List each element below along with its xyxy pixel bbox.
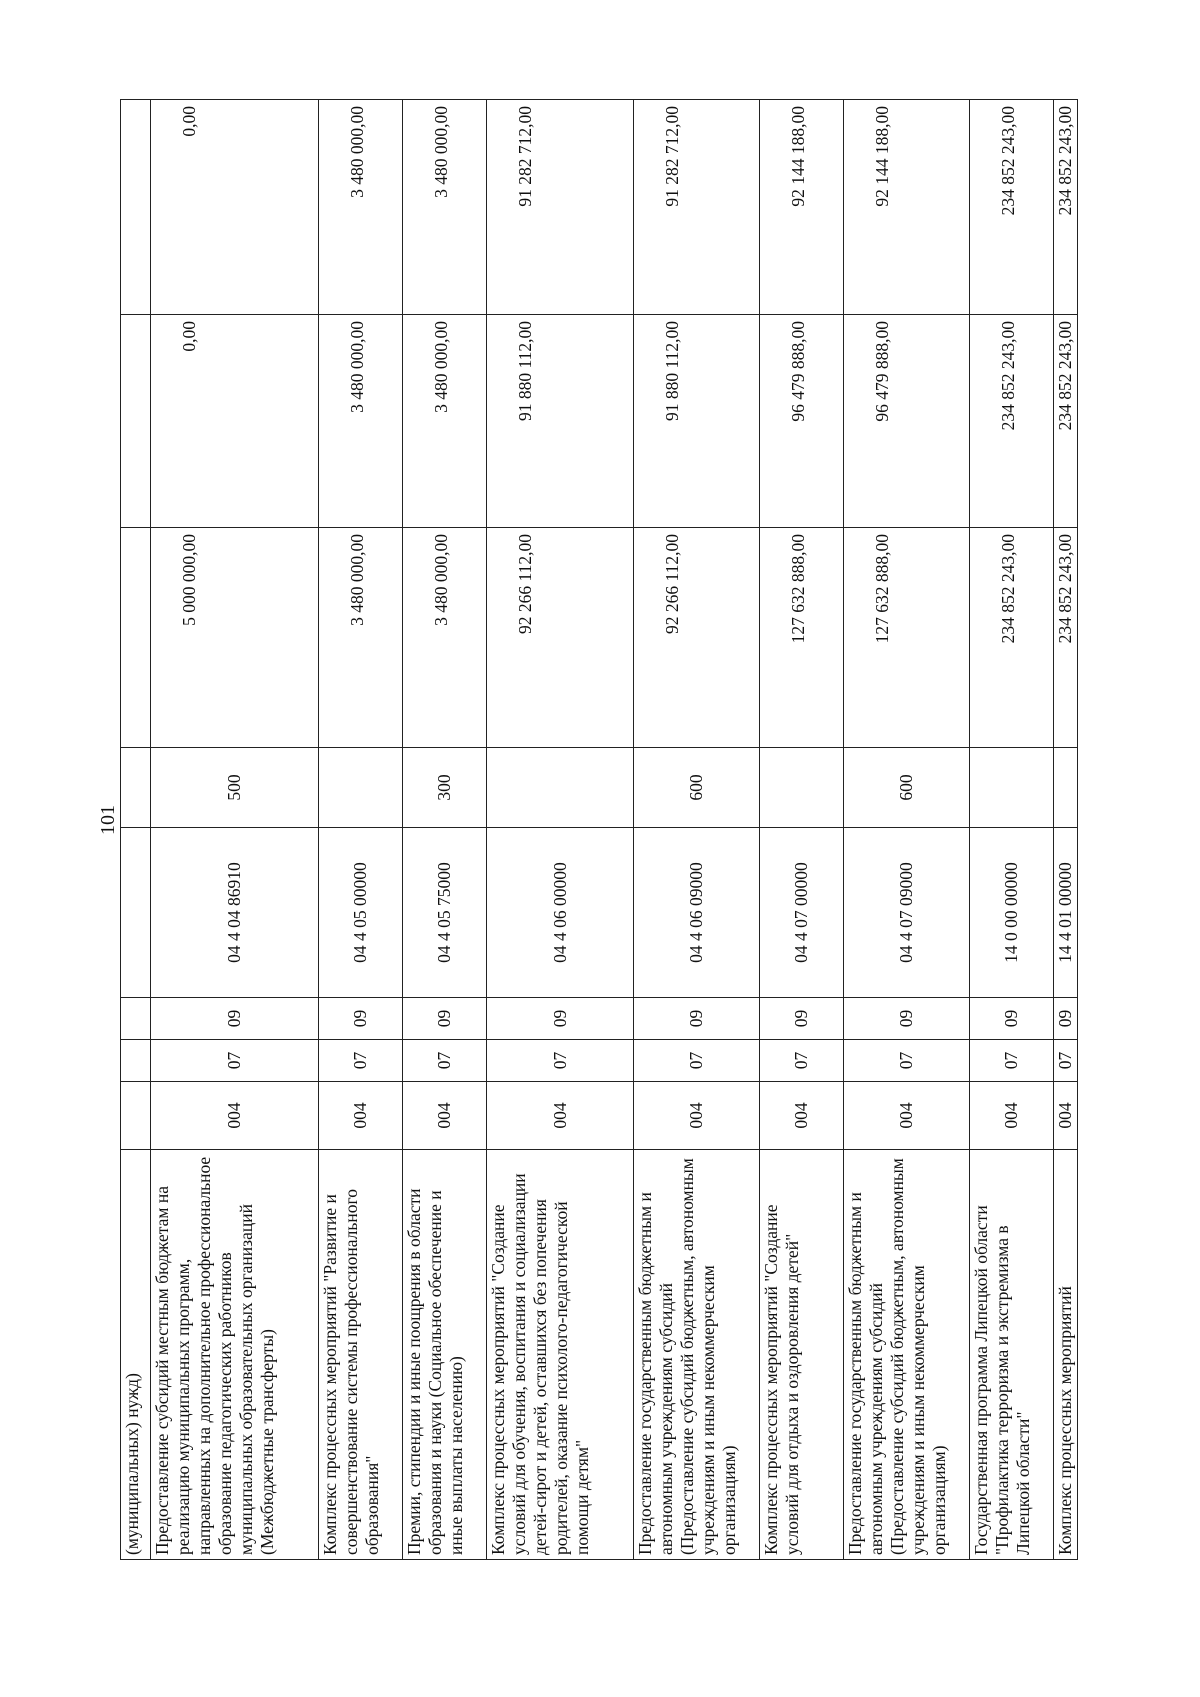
subsection-code-cell: 09 (1054, 998, 1078, 1040)
ved-code-cell: 004 (403, 1082, 487, 1150)
target-article-cell: 14 4 01 00000 (1054, 828, 1078, 998)
amount-year2-cell (121, 315, 151, 528)
ved-code-cell: 004 (151, 1082, 319, 1150)
amount-year3-cell: 92 144 188,00 (760, 100, 844, 315)
ved-code-cell: 004 (760, 1082, 844, 1150)
target-article-cell: 04 4 06 09000 (634, 828, 760, 998)
target-article-cell: 04 4 07 09000 (844, 828, 970, 998)
amount-year2-cell: 96 479 888,00 (844, 315, 970, 528)
subsection-code-cell: 09 (760, 998, 844, 1040)
row-name-cell: (муниципальных) нужд) (121, 1150, 151, 1560)
ved-code-cell: 004 (1054, 1082, 1078, 1150)
table-body (121, 100, 1078, 1560)
expense-type-cell: 600 (844, 748, 970, 828)
expense-type-cell: 500 (151, 748, 319, 828)
subsection-code-cell: 09 (403, 998, 487, 1040)
target-article-cell: 04 4 05 00000 (319, 828, 403, 998)
table-row (121, 100, 151, 1560)
ved-code-cell: 004 (844, 1082, 970, 1150)
amount-year1-cell: 127 632 888,00 (844, 528, 970, 748)
amount-year1-cell: 234 852 243,00 (970, 528, 1054, 748)
expense-type-cell (970, 748, 1054, 828)
subsection-code-cell (121, 998, 151, 1040)
ved-code-cell: 004 (970, 1082, 1054, 1150)
page-number: 101 (96, 805, 119, 835)
amount-year1-cell: 3 480 000,00 (403, 528, 487, 748)
table-rotator (120, 100, 1120, 1560)
ved-code-cell: 004 (487, 1082, 634, 1150)
amount-year2-cell: 3 480 000,00 (403, 315, 487, 528)
section-code-cell: 07 (844, 1040, 970, 1082)
table-row (403, 100, 487, 1560)
row-name-cell: Предоставление субсидий местным бюджетам на реализацию муниципальных программ, направленных на дополнительное профессиональное образование педагогических работников муниципальных образовательных организаций (Межбюджетные трансферты) (151, 1150, 319, 1560)
table-row (760, 100, 844, 1560)
row-name-cell: Предоставление государственным бюджетным и автономным учреждениям субсидий (Предоставление субсидий бюджетным, автономным учреждениям и иным некоммерческим организациям) (844, 1150, 970, 1560)
amount-year1-cell: 5 000 000,00 (151, 528, 319, 748)
subsection-code-cell: 09 (319, 998, 403, 1040)
expense-type-cell (760, 748, 844, 828)
target-article-cell: 04 4 04 86910 (151, 828, 319, 998)
section-code-cell: 07 (970, 1040, 1054, 1082)
table-row (634, 100, 760, 1560)
table-row (151, 100, 319, 1560)
table-row (487, 100, 634, 1560)
target-article-cell: 04 4 05 75000 (403, 828, 487, 998)
row-name-cell: Предоставление государственным бюджетным и автономным учреждениям субсидий (Предоставление субсидий бюджетным, автономным учреждениям и иным некоммерческим организациям) (634, 1150, 760, 1560)
amount-year3-cell: 91 282 712,00 (487, 100, 634, 315)
row-name-cell: Государственная программа Липецкой области "Профилактика терроризма и экстремизма в Липецкой области" (970, 1150, 1054, 1560)
section-code-cell: 07 (151, 1040, 319, 1082)
row-name-cell: Комплекс процессных мероприятий "Создание условий для обучения, воспитания и социализации детей-сирот и детей, оставшихся без попечения родителей, оказание психолого-педагогической помощи детям" (487, 1150, 634, 1560)
subsection-code-cell: 09 (970, 998, 1054, 1040)
amount-year1-cell: 3 480 000,00 (319, 528, 403, 748)
expense-type-cell (319, 748, 403, 828)
section-code-cell: 07 (1054, 1040, 1078, 1082)
section-code-cell: 07 (403, 1040, 487, 1082)
amount-year2-cell: 91 880 112,00 (634, 315, 760, 528)
table-row (844, 100, 970, 1560)
amount-year2-cell: 96 479 888,00 (760, 315, 844, 528)
expense-type-cell: 300 (403, 748, 487, 828)
expense-type-cell (1054, 748, 1078, 828)
section-code-cell: 07 (487, 1040, 634, 1082)
amount-year3-cell: 3 480 000,00 (403, 100, 487, 315)
amount-year2-cell: 234 852 243,00 (1054, 315, 1078, 528)
amount-year3-cell: 0,00 (151, 100, 319, 315)
amount-year1-cell (121, 528, 151, 748)
amount-year3-cell: 234 852 243,00 (1054, 100, 1078, 315)
amount-year3-cell: 91 282 712,00 (634, 100, 760, 315)
amount-year3-cell: 234 852 243,00 (970, 100, 1054, 315)
ved-code-cell (121, 1082, 151, 1150)
amount-year3-cell (121, 100, 151, 315)
amount-year1-cell: 127 632 888,00 (760, 528, 844, 748)
target-article-cell: 14 0 00 00000 (970, 828, 1054, 998)
amount-year1-cell: 234 852 243,00 (1054, 528, 1078, 748)
section-code-cell: 07 (319, 1040, 403, 1082)
table-row (1054, 100, 1078, 1560)
table-row (319, 100, 403, 1560)
section-code-cell: 07 (760, 1040, 844, 1082)
row-name-cell: Комплекс процессных мероприятий "Создание условий для отдыха и оздоровления детей" (760, 1150, 844, 1560)
amount-year2-cell: 3 480 000,00 (319, 315, 403, 528)
row-name-cell: Комплекс процессных мероприятий "Развитие и совершенствование системы профессионального образования" (319, 1150, 403, 1560)
target-article-cell: 04 4 07 00000 (760, 828, 844, 998)
amount-year3-cell: 3 480 000,00 (319, 100, 403, 315)
amount-year2-cell: 91 880 112,00 (487, 315, 634, 528)
amount-year2-cell: 234 852 243,00 (970, 315, 1054, 528)
subsection-code-cell: 09 (634, 998, 760, 1040)
subsection-code-cell: 09 (487, 998, 634, 1040)
target-article-cell: 04 4 06 00000 (487, 828, 634, 998)
table-row (970, 100, 1054, 1560)
expense-type-cell (487, 748, 634, 828)
amount-year1-cell: 92 266 112,00 (487, 528, 634, 748)
expense-type-cell (121, 748, 151, 828)
amount-year2-cell: 0,00 (151, 315, 319, 528)
subsection-code-cell: 09 (151, 998, 319, 1040)
ved-code-cell: 004 (319, 1082, 403, 1150)
ved-code-cell: 004 (634, 1082, 760, 1150)
amount-year1-cell: 92 266 112,00 (634, 528, 760, 748)
amount-year3-cell: 92 144 188,00 (844, 100, 970, 315)
row-name-cell: Премии, стипендии и иные поощрения в области образования и науки (Социальное обеспечение и иные выплаты населению) (403, 1150, 487, 1560)
expense-type-cell: 600 (634, 748, 760, 828)
section-code-cell: 07 (634, 1040, 760, 1082)
target-article-cell (121, 828, 151, 998)
budget-table (120, 99, 1078, 1560)
row-name-cell: Комплекс процессных мероприятий (1054, 1150, 1078, 1560)
section-code-cell (121, 1040, 151, 1082)
subsection-code-cell: 09 (844, 998, 970, 1040)
